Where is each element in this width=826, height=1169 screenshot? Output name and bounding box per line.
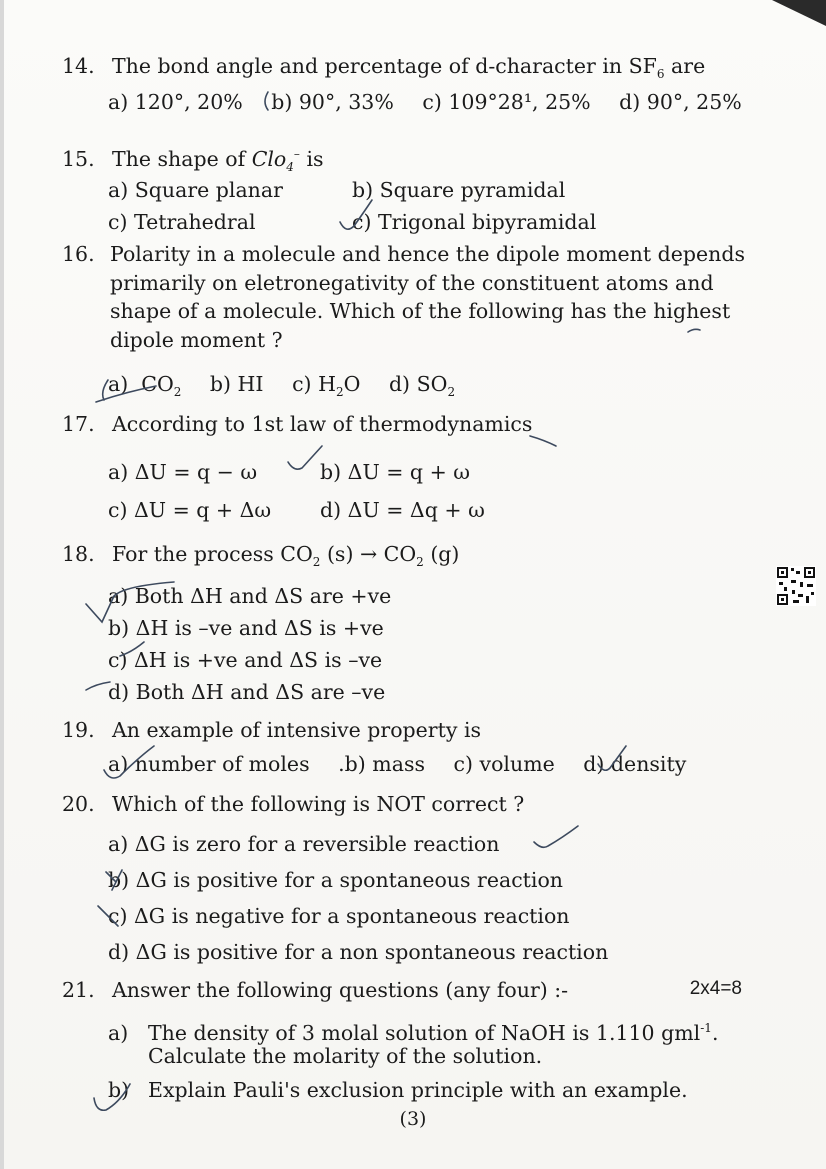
- option-c: c) $H_2O$: [292, 372, 361, 400]
- option-b: .b) mass: [338, 752, 425, 776]
- page-number: (3): [399, 1108, 427, 1130]
- question-number: 15.: [62, 146, 95, 171]
- option-d: d) ΔG is positive for a non spontaneous reaction: [108, 940, 609, 964]
- question-17-options-row1: [108, 458, 492, 486]
- question-number: 16.: [62, 242, 95, 266]
- question-number: 21.: [62, 978, 95, 1002]
- option-d: d) ΔU = Δq + ω: [320, 498, 485, 522]
- question-14: [62, 52, 766, 89]
- question-18: [62, 540, 766, 577]
- subquestion-b: b) Explain Pauli's exclusion principle with an example.: [108, 1078, 688, 1102]
- option-d: d) density: [583, 752, 687, 776]
- question-number: 17.: [62, 412, 95, 436]
- option-c: c) ΔH is +ve and ΔS is –ve: [108, 648, 383, 672]
- question-19-options: [108, 750, 708, 778]
- option-a: a) ΔG is zero for a reversible reaction: [108, 832, 500, 856]
- option-c: c) volume: [453, 752, 555, 776]
- option-b: b) 90°, 33%: [271, 90, 394, 114]
- option-c: c) Tetrahedral: [108, 210, 256, 234]
- question-20: [62, 790, 766, 819]
- question-17-options-row2: [108, 496, 507, 524]
- marks-allocation: 2x4=8: [689, 978, 742, 999]
- option-a: a) number of moles: [108, 752, 310, 776]
- option-a: a) ΔU = q − ω: [108, 460, 258, 484]
- question-number: 19.: [62, 718, 95, 742]
- subquestion-a: a) The density of 3 molal solution of NaOH is 1.110 gml$^{-1}$.: [108, 1020, 719, 1045]
- question-19: [62, 716, 766, 745]
- qr-code-icon: [776, 566, 816, 606]
- option-a: a) $CO_2$: [108, 372, 182, 400]
- question-text: According to 1st law of thermodynamics: [112, 412, 533, 436]
- option-d: d) $SO_2$: [388, 372, 456, 400]
- option-b: b) ΔH is –ve and ΔS is +ve: [108, 616, 384, 640]
- question-21: [62, 976, 766, 1005]
- question-text: An example of intensive property is: [112, 718, 482, 742]
- question-17: [62, 410, 766, 439]
- question-number: 18.: [62, 542, 95, 566]
- question-text: Which of the following is NOT correct ?: [112, 792, 525, 816]
- option-d: c) Trigonal bipyramidal: [352, 210, 597, 234]
- option-a: a) 120°, 20%: [108, 90, 243, 114]
- option-c: c) 109°28¹, 25%: [422, 90, 591, 114]
- question-15-options-row2: [108, 208, 618, 236]
- option-b: b) ΔG is positive for a spontaneous reaction: [108, 868, 564, 892]
- question-text: The shape of Clo$_4$– is: [112, 146, 324, 174]
- option-a: a) Square planar: [108, 178, 283, 202]
- question-16-text: Polarity in a molecule and hence the dipole moment depends primarily on eletronegativity of the constituent atoms and shape of a molecule. Which of the following has the highest dipole moment ?: [110, 242, 745, 352]
- scan-corner-shadow: [766, 0, 826, 26]
- question-text: Answer the following questions (any four) :-: [112, 978, 569, 1002]
- question-15-options-row1: [108, 176, 587, 204]
- subquestion-a-line2: Calculate the molarity of the solution.: [148, 1044, 543, 1068]
- question-14-options: [108, 88, 764, 116]
- question-number: 14.: [62, 54, 95, 78]
- option-d: d) Both ΔH and ΔS are –ve: [108, 680, 386, 704]
- option-c: c) ΔU = q + Δω: [108, 498, 272, 522]
- option-d: d) 90°, 25%: [619, 90, 742, 114]
- question-16-options: [108, 370, 477, 406]
- question-text: For the process $CO_2$ $(s) \to CO_2$ (g): [112, 542, 460, 570]
- option-b: b) HI: [209, 372, 264, 396]
- question-number: 20.: [62, 792, 95, 816]
- scan-left-edge: [0, 0, 4, 1169]
- option-c: c) ΔG is negative for a spontaneous reaction: [108, 904, 570, 928]
- question-text: The bond angle and percentage of d-character in $SF_6$ are: [112, 54, 706, 82]
- option-b: b) ΔU = q + ω: [320, 460, 470, 484]
- option-b: b) Square pyramidal: [352, 178, 566, 202]
- option-a: a) Both ΔH and ΔS are +ve: [108, 584, 392, 608]
